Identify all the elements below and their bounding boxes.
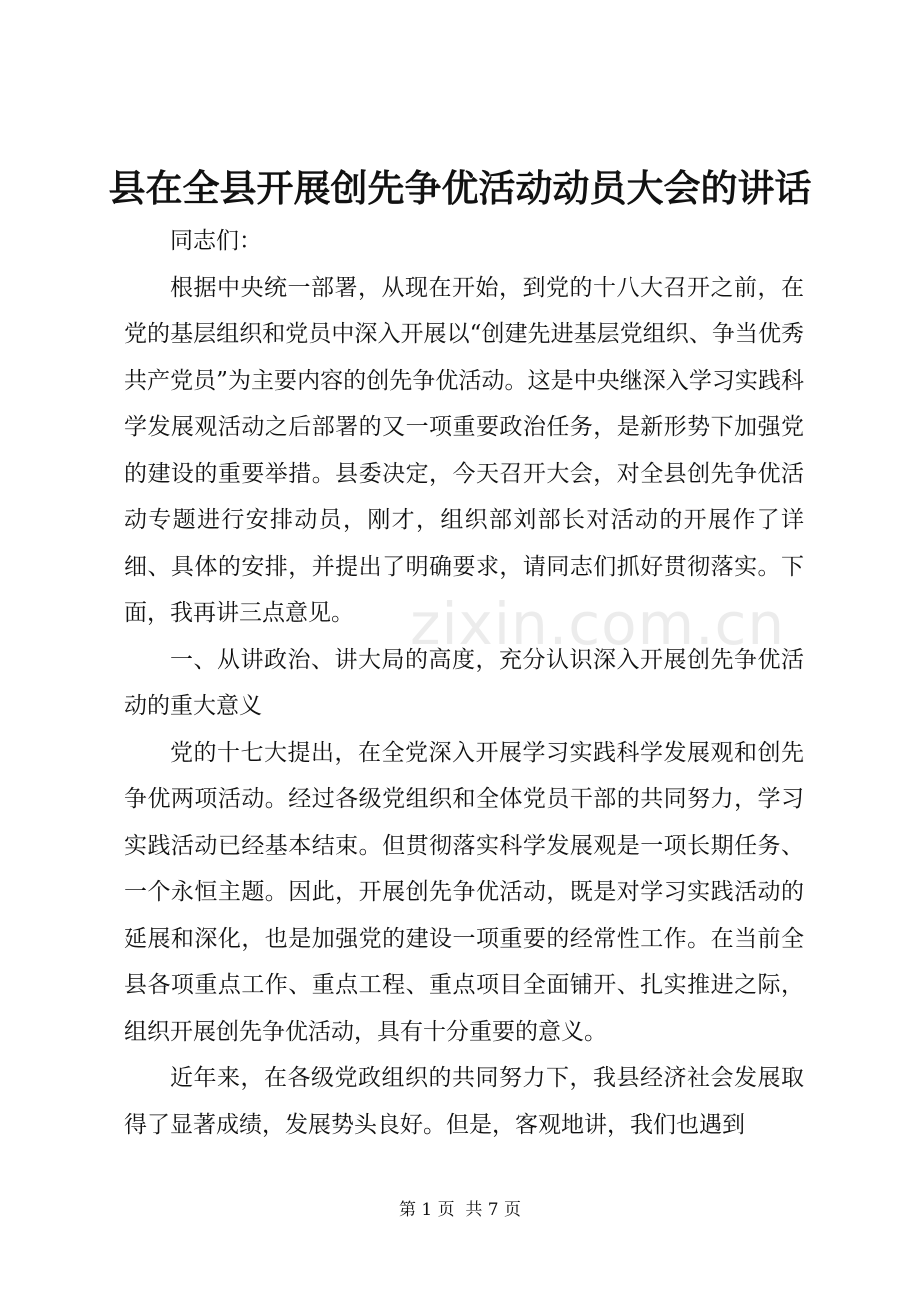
watermark: zixin.com.cn <box>410 590 786 658</box>
salutation-paragraph: 同志们： <box>170 228 262 254</box>
body-paragraph: 近年来，在各级党政组织的共同努力下，我县经济社会发展取得了显著成绩，发展势头良好。但是，客观地讲，我们也遇到 <box>124 1065 804 1138</box>
document-body <box>124 218 804 1148</box>
body-paragraph: 党的十七大提出，在全党深入开展学习实践科学发展观和创先争优两项活动。经过各级党组织和全体党员干部的共同努力，学习实践活动已经基本结束。但贯彻落实科学发展观是一项长期任务、一个永恒主题。因此，开展创先争优活动，既是对学习实践活动的延展和深化，也是加强党的建设一项重要的经常性工作。在当前全县各项重点工作、重点工程、重点项目全面铺开、扎实推进之际，组织开展创先争优活动，具有十分重要的意义。 <box>124 739 804 1045</box>
body-paragraph: 根据中央统一部署，从现在开始，到党的十八大召开之前，在党的基层组织和党员中深入开展以“创建先进基层党组织、争当优秀共产党员”为主要内容的创先争优活动。这是中央继深入学习实践科学发展观活动之后部署的又一项重要政治任务，是新形势下加强党的建设的重要举措。县委决定，今天召开大会，对全县创先争优活动专题进行安排动员，刚才，组织部刘部长对活动的开展作了详细、具体的安排，并提出了明确要求，请同志们抓好贯彻落实。下面，我再讲三点意见。 <box>124 274 804 626</box>
page-number-label: 第 1 页 共 7 页 <box>398 1200 522 1220</box>
document-title: 县在全县开展创先争优活动动员大会的讲话 <box>108 166 812 210</box>
page-footer <box>0 1198 920 1222</box>
section-heading-paragraph: 一、从讲政治、讲大局的高度，充分认识深入开展创先争优活动的重大意义 <box>124 646 804 719</box>
